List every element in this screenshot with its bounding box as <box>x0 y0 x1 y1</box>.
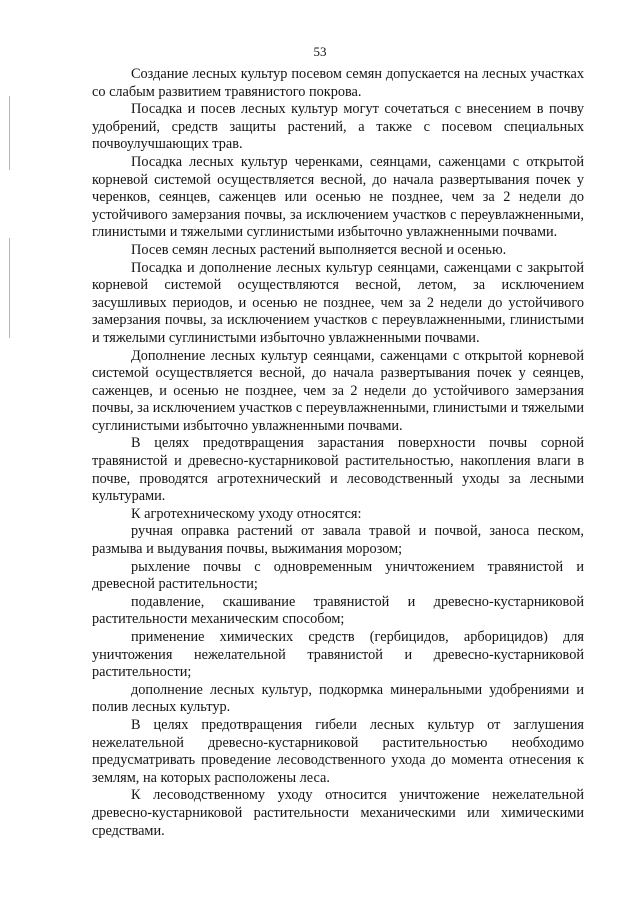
list-item: подавление, скашивание травянистой и древесно-кустарниковой растительности механическим способом; <box>92 593 584 628</box>
paragraph: В целях предотвращения гибели лесных культур от заглушения нежелательной древесно-кустарниковой растительностью необходимо предусматривать проведение лесоводственного ухода до момента отнесения к землям, на которых расположены леса. <box>92 716 584 786</box>
list-item: дополнение лесных культур, подкормка минеральными удобрениями и полив лесных культур. <box>92 681 584 716</box>
paragraph: К агротехническому уходу относятся: <box>131 505 362 522</box>
paragraph: Посадка лесных культур черенками, сеянцами, саженцами с открытой корневой системой осуществляется весной, до начала развертывания почек у черенков, сеянцев, саженцев или осенью не позднее, чем за 2 недели до устойчивого замерзания почвы, за исключением участков с переувлажненными, глинистыми и тяжелыми суглинистыми избыточно увлажненными почвами. <box>92 153 584 241</box>
paragraph: Посев семян лесных растений выполняется весной и осенью. <box>131 241 507 258</box>
body-text <box>92 66 584 840</box>
page-number: 53 <box>313 44 327 59</box>
list-item: применение химических средств (гербицидов, арборицидов) для уничтожения нежелательной травянистой и древесно-кустарниковой растительности; <box>92 629 584 681</box>
scan-margin-mark <box>9 238 10 338</box>
paragraph: В целях предотвращения зарастания поверхности почвы сорной травянистой и древесно-кустарниковой растительностью, накопления влаги в почве, проводятся агротехнический и лесоводственный уходы за лесными культурами. <box>92 435 584 505</box>
list-item: ручная оправка растений от завала травой и почвой, заноса песком, размыва и выдувания почвы, выжимания морозом; <box>92 523 584 558</box>
list-item: рыхление почвы с одновременным уничтожением травянистой и древесной растительности; <box>92 558 584 593</box>
scan-margin-mark <box>9 96 10 170</box>
paragraph: К лесоводственному уходу относится уничтожение нежелательной древесно-кустарниковой растительности механическими или химическими средствами. <box>92 787 584 839</box>
paragraph: Посадка и посев лесных культур могут сочетаться с внесением в почву удобрений, средств защиты растений, а также с посевом специальных почвоулучшающих трав. <box>92 101 584 153</box>
paragraph: Создание лесных культур посевом семян допускается на лесных участках со слабым развитием травянистого покрова. <box>92 66 584 100</box>
paragraph: Посадка и дополнение лесных культур сеянцами, саженцами с закрытой корневой системой осуществляются весной, летом, за исключением засушливых периодов, и осенью не позднее, чем за 2 недели до устойчивого замерзания почвы, за исключением участков с переувлажненными, глинистыми и тяжелыми суглинистыми избыточно увлажненными почвами. <box>92 259 584 346</box>
paragraph: Дополнение лесных культур сеянцами, саженцами с открытой корневой системой осуществляется весной, до начала развертывания почек у сеянцев, саженцев, и осенью не позднее, чем за 2 недели до устойчивого замерзания почвы, за исключением участков с переувлажненными, глинистыми и тяжелыми суглинистыми избыточно увлажненными почвами. <box>92 347 584 434</box>
